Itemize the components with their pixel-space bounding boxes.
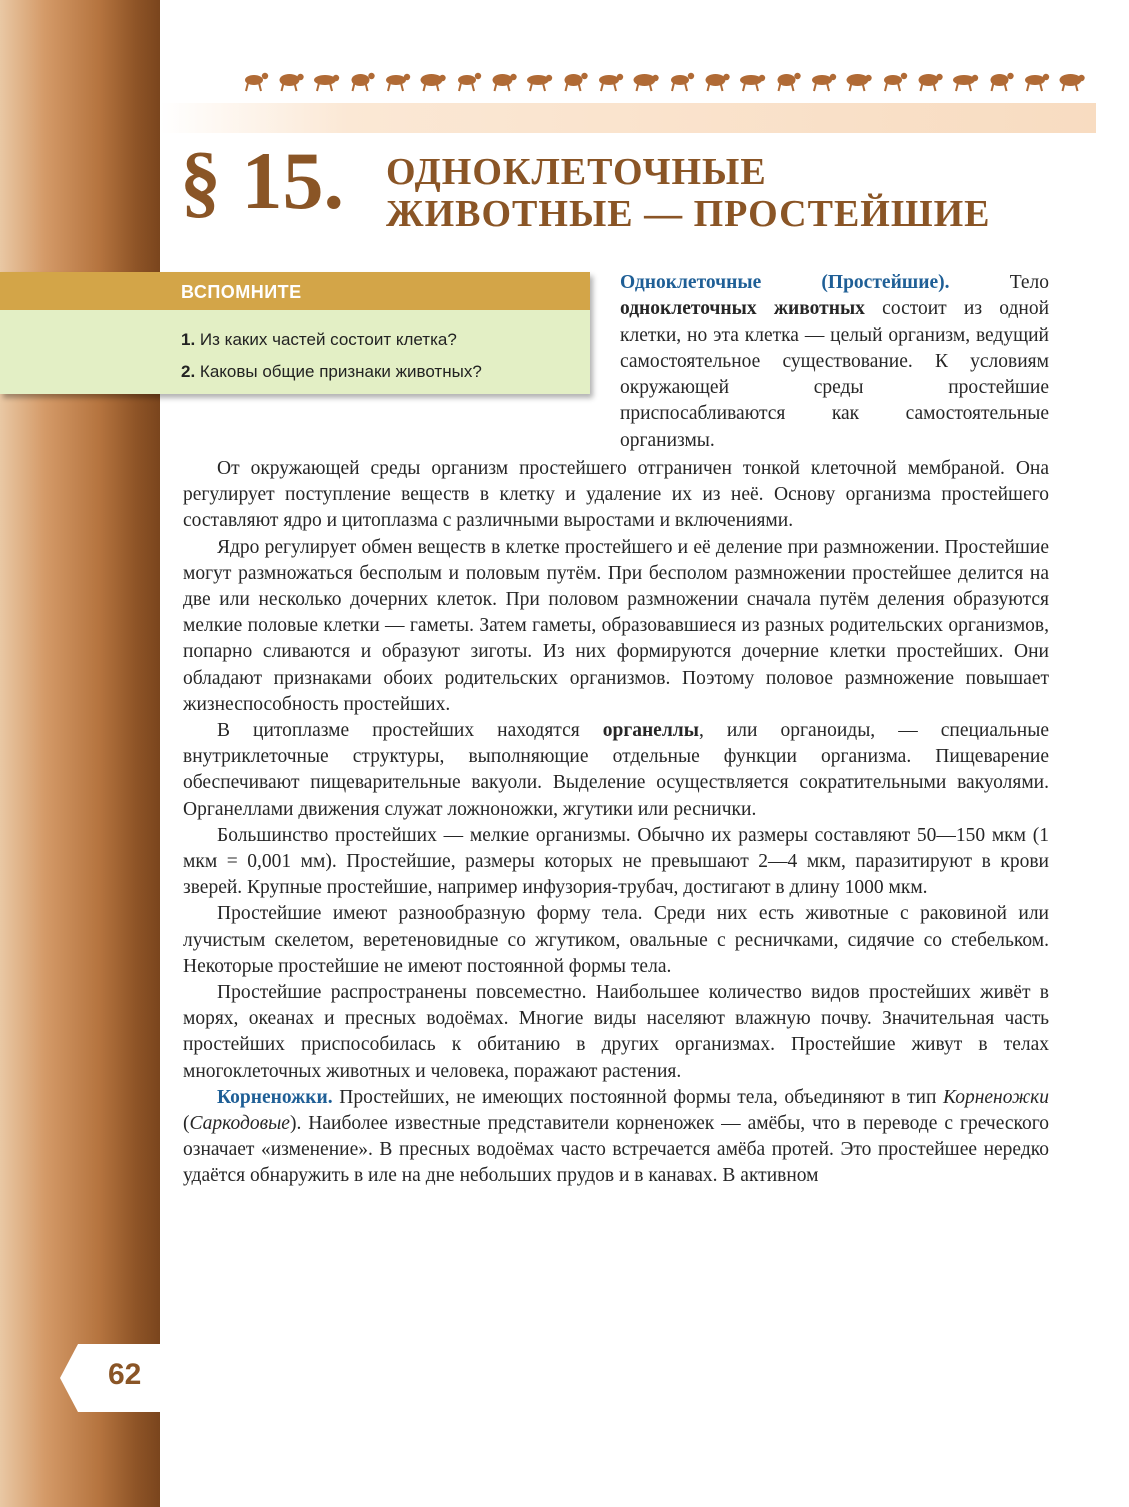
paragraph: Простейшие распространены повсеместно. Наибольшее количество видов простейших живёт в морях, океанах и пресных водоёмах. Многие виды населяют влажную почву. Значительная часть простейших приспособилась к обитанию в других организмах. Простейшие живут в телах многоклеточных животных и человека, поражают растения. <box>183 982 1049 1082</box>
section-number: § 15. <box>180 135 344 226</box>
bold-term: одноклеточных животных <box>620 298 865 320</box>
recall-heading: ВСПОМНИТЕ <box>0 272 590 310</box>
paragraph: Простейшие имеют разнообразную форму тела. Среди них есть животные с раковиной или лучистым скелетом, веретеновидные со жгутиком, овальные с ресничками, сидячие со стебельком. Некоторые простейшие не имеют постоянной формы тела. <box>183 903 1049 977</box>
bold-term: органеллы <box>602 720 699 742</box>
intro-paragraph <box>620 270 1049 454</box>
paragraph <box>183 718 1049 823</box>
recall-box <box>0 272 590 394</box>
recall-question-2 <box>181 362 482 382</box>
question-text: Каковы общие признаки животных? <box>199 362 482 381</box>
paragraph: От окружающей среды организм простейшего отграничен тонкой клеточной мембраной. Она регулирует поступление веществ в клетку и удаление их из неё. Основу организма простейшего составляют ядро и цитоплазма с различными выростами и включениями. <box>183 458 1049 532</box>
paragraph: Ядро регулирует обмен веществ в клетке простейшего и её деление при размножении. Простейшие могут размножаться бесполым и половым путём. При бесполом размножении простейшее делится на две или несколько дочерних клеток. При половом размножении сначала путём деления образуются мелкие половые клетки — гаметы. Затем гаметы, образовавшиеся из разных родительских организмов, попарно сливаются и образуют зиготы. Из них формируются дочерние клетки простейших. Они обладают признаками обоих родительских организмов. Поэтому половое размножение повышает жизнеспособность простейших. <box>183 536 1049 715</box>
section-title <box>386 151 991 235</box>
intro-text: Тело <box>1009 272 1049 293</box>
paragraph <box>183 1085 1049 1190</box>
question-text: Из каких частей состоит клетка? <box>199 330 457 349</box>
paragraph-text: ( <box>183 1113 190 1135</box>
recall-question-1 <box>181 330 457 350</box>
left-margin-band <box>0 0 160 1507</box>
paragraph-text: , или органоиды, — специальные внутриклеточные структуры, выполняющие отдельные функции организма. Пищеварение обеспечивают пищеварительные вакуоли. Выделение осуществляется сократительными вакуолями. Органеллами движения служат ложноножки, жгутики или реснички. <box>183 720 1050 820</box>
term-heading: Корненожки. <box>217 1086 333 1108</box>
recall-questions <box>0 310 590 394</box>
italic-term: Саркодовые <box>189 1113 290 1135</box>
page-number: 62 <box>108 1358 142 1391</box>
animal-silhouettes-icon <box>236 68 1096 94</box>
paragraph: Большинство простейших — мелкие организмы. Обычно их размеры составляют 50—150 мкм (1 мкм = 0,001 мм). Простейшие, размеры которых не превышают 2—4 мкм, паразитируют в крови зверей. Крупные простейшие, например инфузория-трубач, достигают в длину 1000 мкм. <box>183 824 1049 899</box>
title-line-2: ЖИВОТНЫЕ — ПРОСТЕЙШИЕ <box>386 193 991 235</box>
paragraph-text: В цитоплазме простейших находятся <box>217 720 580 742</box>
term-heading: Одноклеточные (Простейшие). <box>620 272 950 293</box>
paragraph-text: Простейших, не имеющих постоянной формы тела, объединяют в тип <box>339 1086 937 1108</box>
question-number: 1. <box>181 330 196 349</box>
italic-term: Корненожки <box>943 1086 1049 1108</box>
question-number: 2. <box>181 362 196 381</box>
intro-text: состоит из одной клетки, но эта клетка — целый организм, ведущий самостоятельное существование. К условиям окружающей среды простейшие приспосабливаются как самостоятельные организмы. <box>620 298 1050 451</box>
title-line-1: ОДНОКЛЕТОЧНЫЕ <box>386 151 767 193</box>
paragraph-text: ). Наиболее известные представители корненожек — амёбы, что в переводе с греческого означает «изменение». В пресных водоёмах часто встречается амёба протей. Это простейшее нередко удаётся обнаружить в иле на дне небольших прудов и в канавах. В активном <box>183 1113 1049 1187</box>
body-text <box>183 456 1049 1190</box>
header-band <box>160 103 1096 133</box>
